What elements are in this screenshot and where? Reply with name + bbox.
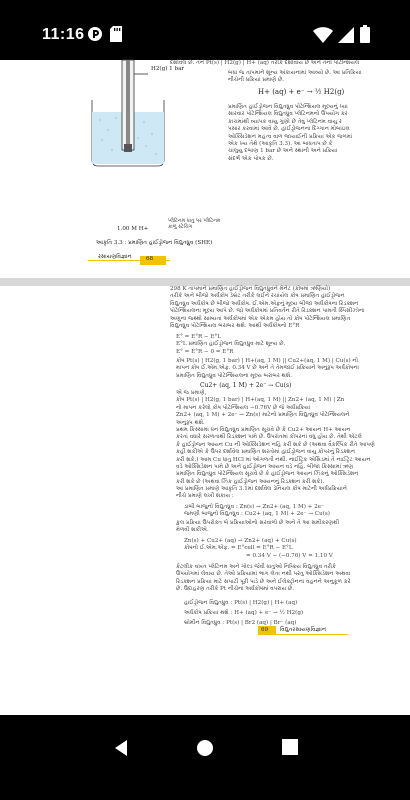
text-line: વડે ઓક્સિડેશન પામે છે અને હાઈડ્રોજન આયન વડે નહિ. બીજા કિસ્સામાં ઋણ: [176, 463, 354, 470]
net-equations: [184, 538, 348, 560]
text-line: 298 K તાપમાને પ્રમાણિત હાઈડ્રોજન વિદ્યુતધ્રુવને મેનેટ (કોષમાં ઋણિયો): [170, 286, 331, 292]
cellular-signal-icon: [338, 27, 354, 48]
equation-line: હાઈડ્રોજન વિદ્યુતધ્રુવ : Pt(s) | H2(g) | H+ (aq): [184, 600, 298, 606]
text-line: ઉપયોગમાં લેવાય છે. તેઓ પ્રક્રિયામાં ભાગ લેતા નથી પરંતુ ઓક્સિડેશન અથવા: [176, 571, 351, 578]
text-line: કરતાં વધારે સરળતાથી રિડક્શન પામે છે. ઉપરાંતમાં કોપરનાં વધુ હોય છે. તેથી એટલે: [176, 434, 362, 441]
intro-line: દર્શાવેલ છે. તેને Pt(s) | H2(g) | H+ (aq) તરીકે દર્શાવાય છે અને તેનો પોટેન્શિયલ: [170, 60, 360, 66]
concentration-label: 1.00 M H+: [117, 226, 149, 232]
paragraph-3: [176, 390, 375, 501]
gas-label: H2(g) 1 bar: [151, 66, 185, 72]
text-line: એક ખ્ય તેથે (આકૃતિ 3.3). આ બાધતાપ છે કે: [228, 140, 333, 147]
text-line: પ્રમાણિત વિદ્યુતધ્રુવ પોટેન્શિયલ સૂચવે છે કે હાઈડ્રોજન આયન ઝિંકનું ઓક્સિડેશન: [176, 471, 359, 478]
pt-label: પ્લેટિનમ ધાતુ પર પ્લેટિનમ કાળુ સ્ટેચિંગ: [168, 218, 221, 231]
footer-right-label: વિદ્યુતરસાયણવિજ્ઞાન: [280, 627, 327, 633]
app-notification-icon: [87, 26, 103, 47]
text-line: સંદર્ભ એક પોષક છે.: [228, 155, 274, 162]
footer-left-label: રસાયણવિજ્ઞાન: [98, 254, 132, 260]
text-line: પ્રમાણિત વિદ્યુતધ્રુવ પોટેન્શિયલના મૂલ્ય બરાબર થશે.: [176, 372, 292, 379]
text-line: છે. ઉદાહરણ તરીકે Pt નીચેના અર્ધકોષમાં વપરાય છે.: [176, 586, 295, 593]
equation-block-1: [176, 334, 348, 356]
text-line: નીચે પ્રમાણે લખી શકાય :: [176, 493, 234, 500]
text-line: કેટલીક વખત પ્લેટિનમ અને ગોલ્ડ જેવી ધાતુઓ નિષ્ક્રિય વિદ્યુતધ્રુવ તરીકે: [176, 564, 336, 570]
text-line: વિદ્યુતધ્રુવ અર્ધકોષ છે બીજો અર્ધકોષ. ઈ.એમ.એફનું મૂલ્ય બીજા અર્ધકોષના રિડક્શન: [170, 300, 359, 307]
equation-line: જમણી બાજુનો વિદ્યુતધ્રુવ : Cu2+ (aq, 1 M) + 2e⁻ → Cu(s): [184, 511, 330, 518]
paragraph-1: [170, 286, 365, 330]
back-icon[interactable]: [112, 739, 130, 761]
page-divider: [0, 278, 410, 286]
page-69: [0, 286, 410, 715]
half-reactions: [184, 504, 348, 519]
page-number: 69: [261, 627, 269, 633]
text-line: કે હાઈડ્રોજન આયન Cu ની ઓક્સિડેશન નહિ કરી શકે છે (અથવા વૈકલ્પિક રીતે આપણે: [176, 441, 375, 448]
page-number: 68: [146, 256, 154, 262]
equation-1: H+ (aq) + e⁻ → ½ H2(g): [258, 88, 345, 96]
text-line: પોટેન્શિયલના મૂલ્ય આપે છે. જો અર્ધકોષમાં પ્રતિવર્તન રીતે રિડક્શન પામતી સ્પિસીઝોના: [170, 308, 365, 315]
sd-card-icon: [110, 26, 122, 47]
equation-line: અર્ધકોષ પ્રક્રિયા થશે : H+ (aq) + e⁻ → ½ H2(g): [184, 610, 304, 616]
recents-icon[interactable]: [282, 739, 298, 759]
right-text-block: [228, 70, 362, 85]
text-line: પ્રથમ કિસ્સામાં ધન વિદ્યુતધ્રુવ પ્રમાણિત સૂચવે છે કે Cu2+ આયન H+ આયન: [176, 426, 351, 433]
equation-line: બ્રોમીન વિદ્યુતધ્રુવ : Pt(s) | Br2 (aq) | Br⁻ (aq): [184, 620, 297, 626]
text-line: નો માપન કરેલો કોષ પોટેન્શિયલ −0.76V છે જે અર્ધપ્રક્રિયા: [176, 404, 311, 411]
text-line: કરી શકે.) આમ Cu ધાતુ HCl માં ઓગળતી નથી. નાઈટ્રિક એસિડમાં તે નાઈટ્રેટ આયન: [176, 456, 371, 463]
document-viewer[interactable]: [0, 60, 410, 715]
status-time: 11:16: [42, 26, 85, 43]
text-line: ચાલુયુ દબાણ 1 bar છે અને સ્થાની અને પ્રક્રિયા: [228, 148, 338, 155]
text-line: Zn2+ (aq, 1 M) + 2e⁻ → Zn(s) માટેનો પ્રમાણિત વિદ્યુતધ્રુવ પોટેન્શિયલને: [176, 412, 350, 419]
electrode-equations: [184, 598, 348, 628]
text-line: અણુના જથ્થો સામ્યતા અર્ધકોષમાં એક એકમ હોય તો કોષ પોટેન્શિયલ પ્રમાણિત: [170, 315, 351, 322]
text-line: કોષ Pt(s) | H2(g, 1 bar) | H+(aq, 1 M) || Zn2+ (aq, 1 M) | Zn: [176, 397, 345, 404]
equation-line: = 0.34 V − (−0.76) V = 1.10 V: [246, 552, 333, 559]
status-bar: [0, 0, 410, 60]
equation-line: E°L પ્રમાણિત હાઈડ્રોજન વિદ્યુતધ્રુવ માટે શૂન્ય છે.: [176, 341, 286, 348]
text-line: રિડક્શન પ્રક્રિયા માટે સપાટી પૂરી પાડે છે અને ઈલેક્ટ્રોનના વહનને અનુકૂળ કરે: [176, 578, 351, 585]
equation-line: E° = E°R − 0 = E°R: [176, 348, 234, 355]
text-line: વિદ્યુતધ્રુવ પોટેન્શિયલ બરાબર થશે. આથી અર્ધકોષનો E°R: [170, 322, 300, 329]
she-paragraph: [228, 104, 353, 163]
paragraph-4: [176, 520, 348, 535]
text-line: કહી શકીએ કે ઉપર દર્શાવેલ પ્રમાણિત શરતોમાં હાઈડ્રોજન વાયુ કોપરનું રિડક્શન: [176, 449, 356, 456]
equation-line: Zn(s) + Cu2+ (aq) → Zn2+ (aq) + Cu(s): [184, 538, 297, 544]
figure-caption: આકૃતિ 3.3 : પ્રમાણિત હાઈડ્રોજન વિદ્યુતધ્રુવ (SHE): [96, 240, 213, 246]
text-line: નીચેની પ્રક્રિયા પ્રમાણે છે.: [228, 77, 285, 84]
equation-line: કોષનો ઈ.એમ.એફ. = E°cell = E°R − E°L: [184, 545, 293, 552]
equation-line: ડાબી બાજુનો વિદ્યુતધ્રુવ : Zn(s) → Zn2+ (aq, 1 M) + 2e⁻: [184, 504, 324, 510]
text-line: ઓક્સિડેશન મહત્વ વાળ જાયાઈની પ્રક્રિયા એક જળમાં: [228, 133, 353, 140]
text-line: પ્રમાણિત હાઈડ્રોજન વિદ્યુતધ્રુવ પોટેન્શિયલ મૂલ્યનું ધ્યા: [228, 104, 348, 110]
text-line: કરી શકે છે (અથવા ઝિંક હાઈડ્રોજન આયનનું રિડક્શન કરી શકે).: [176, 478, 325, 485]
text-line: સારવાર પોટેન્શિયલ વિદ્યુતધ્રુવ પ્લેટિનમનો ઉપયોગ કર: [228, 111, 348, 118]
battery-icon: [360, 25, 370, 48]
text-line: આ પ્રમાણિત પ્રમાણે આકૃતિ 3.1માં દર્શાવેલ ડેનિયલ કોષ માટેની અર્ધપ્રક્રિયાને: [176, 486, 347, 493]
text-line: કોષ Pt(s) | H2(g, 1 bar) | H+(aq, 1 M) || Cu2+(aq, 1 M) | Cu(s) નો: [176, 358, 358, 364]
she-figure-diagram: [88, 60, 178, 170]
paragraph-5: [176, 564, 351, 594]
text-line: એ જ પ્રમાણે,: [176, 390, 207, 396]
wifi-icon: [313, 27, 333, 48]
text-line: માપન કોષ ઈ.એમ.એફ. 0.34 V છે અને તે તેમજાઈ પ્રક્રિયાને અનુરૂપ અર્ધકોષના: [176, 365, 359, 372]
text-line: કાચમાંથી વ્યાપક વાયુ ગુણો છે તેવું પ્લેટિનમ વાયુ ર: [228, 118, 342, 125]
equation-cu: Cu2+ (aq, 1 M) + 2e⁻ → Cu(s): [200, 382, 292, 389]
text-line: બધા જ તાપમાને શૂન્ય અંકાયનામાં આવ્યો છે. આ પ્રતિક્રિયા: [228, 70, 362, 76]
navigation-bar: [0, 715, 410, 800]
text-line: મેળવી શકીએ.: [176, 527, 209, 534]
paragraph-2: [176, 358, 359, 380]
text-line: કુલ પ્રક્રિયા ઉપરોક્ત બે પ્રક્રિયાઓનો સરવાળો છે અને તે આ સમીકરણથી: [176, 520, 340, 526]
text-line: પસાર કરવામાં આવે છે. હાઈડ્રોજનના દિગ્ગાન મોબાઇલ: [228, 126, 350, 133]
page-68: [0, 60, 410, 278]
text-line: અનુરૂપ થશે.: [176, 419, 205, 426]
home-icon[interactable]: [196, 739, 214, 761]
equation-line: E° = E°R − E°L: [176, 334, 222, 340]
text-line: તરીકે અને બીજો અર્ધકોષ ડેબ્રેટ તરીકે લઈને રચાયેલ કોષ પ્રમાણિત હાઈડ્રોજન: [170, 293, 345, 300]
